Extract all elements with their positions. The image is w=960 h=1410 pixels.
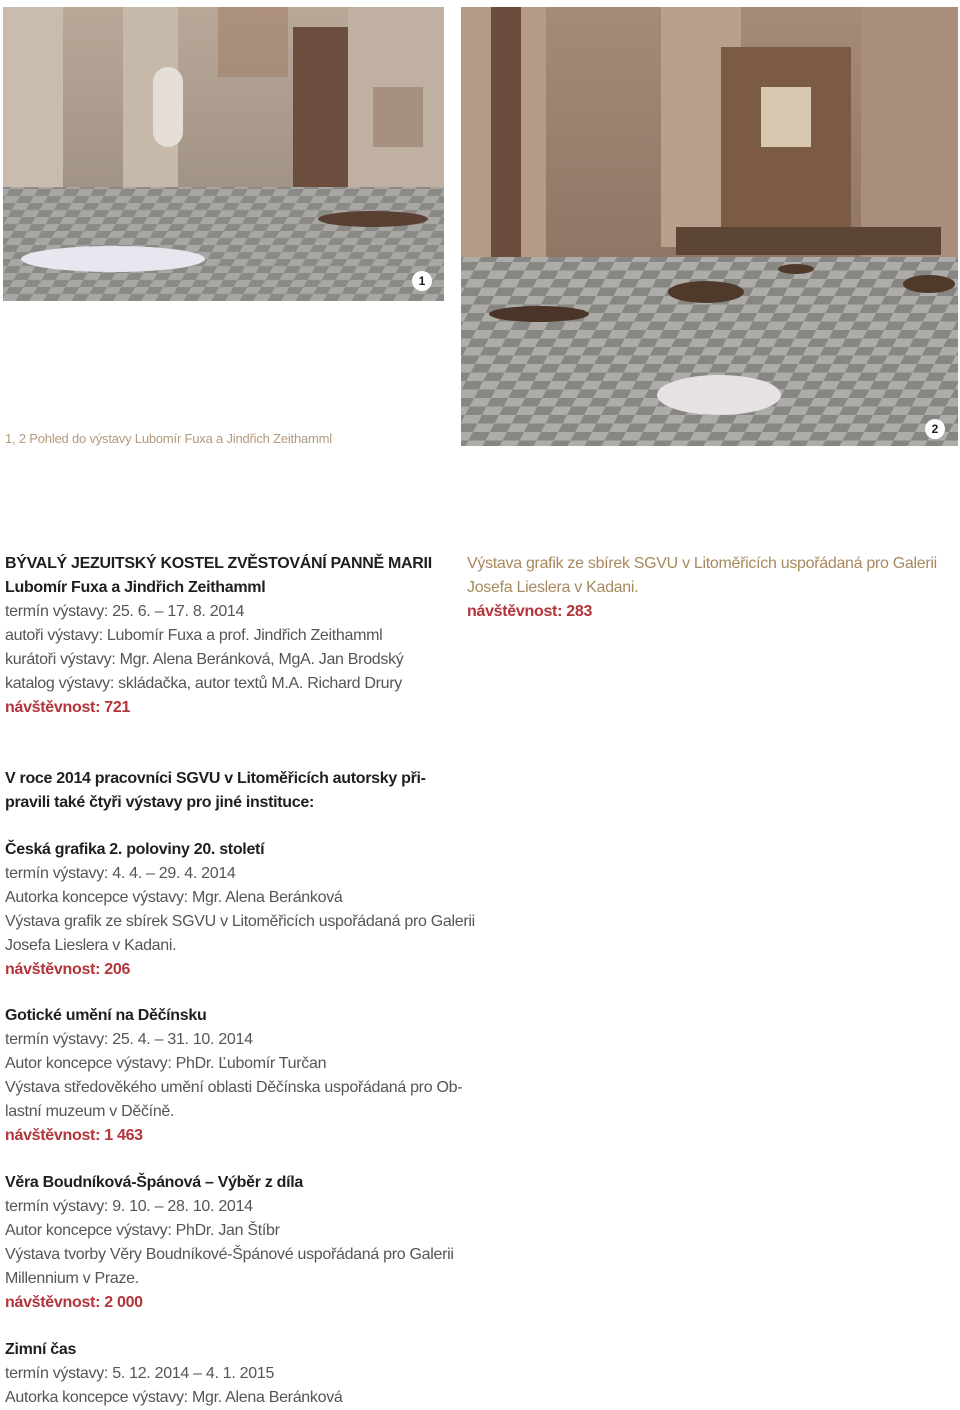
exhibition-description: Výstava grafik ze sbírek SGVU v Litoměřicích uspořádaná pro Galerii [467, 555, 937, 572]
exhibition-entry [5, 1171, 454, 1315]
exhibition-dates: termín výstavy: 5. 12. 2014 – 4. 1. 2015 [5, 1365, 275, 1382]
exhibition-entry [5, 1338, 445, 1410]
exhibition-dates: termín výstavy: 25. 6. – 17. 8. 2014 [5, 603, 245, 620]
church-interior-wide-image [461, 7, 958, 446]
exhibition-block-main [5, 552, 445, 720]
exhibition-venue-title: BÝVALÝ JEZUITSKÝ KOSTEL ZVĚSTOVÁNÍ PANNĚ MARII [5, 555, 432, 572]
exhibition-description: Výstava středověkého umění oblasti Děčínska uspořádaná pro Ob- [5, 1079, 463, 1096]
exhibition-photo-1 [3, 7, 444, 301]
exhibition-title: Zimní čas [5, 1341, 77, 1358]
exhibition-authors: autoři výstavy: Lubomír Fuxa a prof. Jindřich Zeithamml [5, 627, 383, 644]
exhibition-description-cont: Josefa Lieslera v Kadani. [5, 937, 177, 954]
exhibition-title: Česká grafika 2. poloviny 20. století [5, 841, 265, 858]
exhibition-visits: návštěvnost: 721 [5, 699, 131, 716]
photo-caption: 1, 2 Pohled do výstavy Lubomír Fuxa a Jindřich Zeithamml [5, 431, 332, 446]
exhibition-dates: termín výstavy: 4. 4. – 29. 4. 2014 [5, 865, 236, 882]
exhibition-entry [5, 838, 475, 982]
exhibition-visits: návštěvnost: 2 000 [5, 1294, 143, 1311]
intro-paragraph [5, 767, 445, 815]
exhibition-subtitle: Lubomír Fuxa a Jindřich Zeithamml [5, 579, 266, 596]
photo-number-badge: 1 [412, 271, 432, 291]
exhibition-photo-2 [461, 7, 958, 446]
church-interior-image [3, 7, 444, 301]
exhibition-concept: Autor koncepce výstavy: PhDr. Jan Štíbr [5, 1222, 280, 1239]
exhibition-curators: kurátoři výstavy: Mgr. Alena Beránková, MgA. Jan Brodský [5, 651, 404, 668]
exhibition-dates: termín výstavy: 25. 4. – 31. 10. 2014 [5, 1031, 253, 1048]
exhibition-visits: návštěvnost: 206 [5, 961, 131, 978]
exhibition-dates: termín výstavy: 9. 10. – 28. 10. 2014 [5, 1198, 253, 1215]
exhibition-block-right [467, 552, 957, 624]
exhibition-visits: návštěvnost: 283 [467, 603, 593, 620]
exhibition-concept: Autorka koncepce výstavy: Mgr. Alena Beránková [5, 889, 343, 906]
intro-line: V roce 2014 pracovníci SGVU v Litoměřicích autorsky při- [5, 770, 426, 787]
exhibition-concept: Autorka koncepce výstavy: Mgr. Alena Beránková [5, 1389, 343, 1406]
exhibition-title: Věra Boudníková-Špánová – Výběr z díla [5, 1174, 304, 1191]
photo-number-badge: 2 [925, 419, 945, 439]
exhibition-description: Výstava grafik ze sbírek SGVU v Litoměřicích uspořádaná pro Galerii [5, 913, 475, 930]
exhibition-description-cont: Millennium v Praze. [5, 1270, 139, 1287]
exhibition-title: Gotické umění na Děčínsku [5, 1007, 207, 1024]
exhibition-catalog: katalog výstavy: skládačka, autor textů M.A. Richard Drury [5, 675, 402, 692]
exhibition-description: Výstava tvorby Věry Boudníkové-Špánové uspořádaná pro Galerii [5, 1246, 454, 1263]
exhibition-entry [5, 1004, 463, 1148]
exhibition-description-cont: lastní muzeum v Děčíně. [5, 1103, 175, 1120]
exhibition-visits: návštěvnost: 1 463 [5, 1127, 143, 1144]
intro-line: pravili také čtyři výstavy pro jiné instituce: [5, 794, 314, 811]
exhibition-concept: Autor koncepce výstavy: PhDr. Ľubomír Turčan [5, 1055, 327, 1072]
exhibition-description-cont: Josefa Lieslera v Kadani. [467, 579, 639, 596]
